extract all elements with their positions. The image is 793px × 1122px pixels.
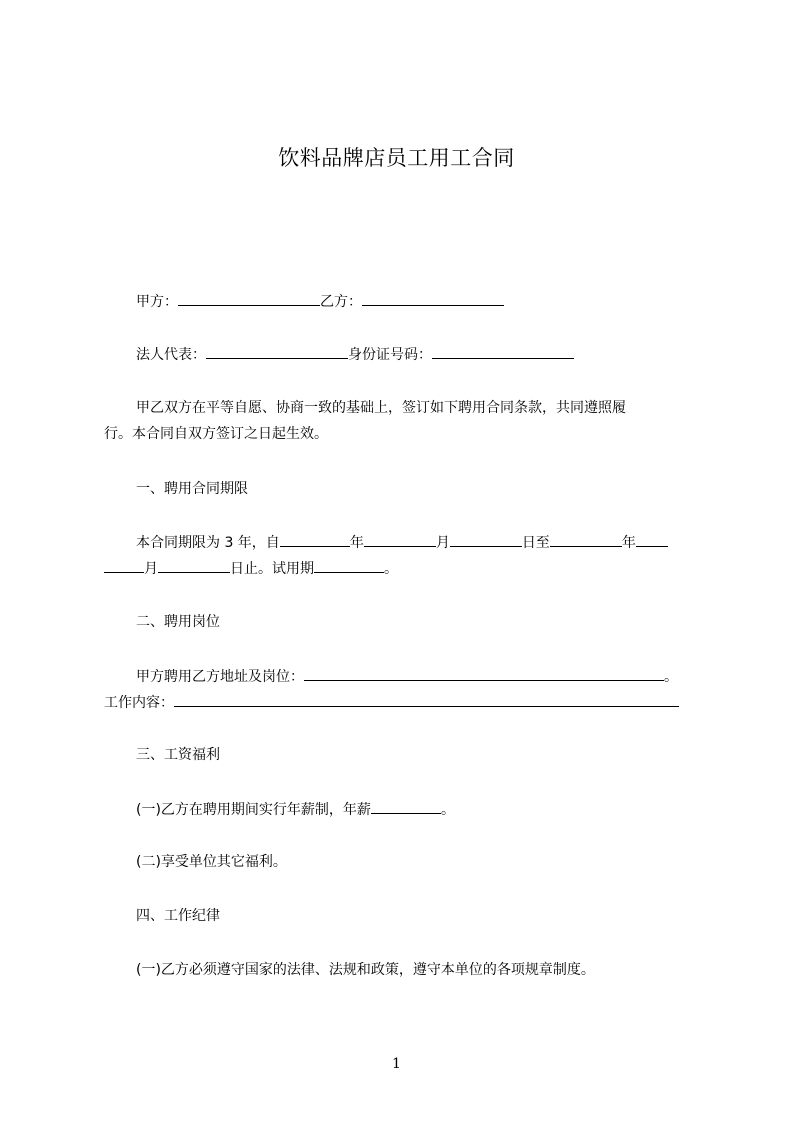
party-b-label: 乙方：	[320, 294, 362, 310]
position-blank[interactable]	[304, 668, 664, 681]
end-day-blank[interactable]	[158, 560, 230, 573]
position-label: 甲方聘用乙方地址及岗位：	[136, 669, 304, 685]
position-line	[136, 668, 736, 685]
job-content-line	[104, 694, 704, 711]
legal-rep-blank[interactable]	[206, 346, 348, 359]
section-1-heading: 一、聘用合同期限	[136, 481, 248, 497]
start-month-blank[interactable]	[364, 534, 436, 547]
salary-text: (一)乙方在聘用期间实行年薪制，年薪	[136, 802, 371, 818]
end-month-blank-cont[interactable]	[104, 560, 144, 573]
intro-line-1: 甲乙双方在平等自愿、协商一致的基础上，签订如下聘用合同条款，共同遵照履	[136, 400, 626, 416]
job-content-blank[interactable]	[174, 694, 679, 707]
page-number: 1	[392, 1056, 401, 1072]
term-prefix: 本合同期限为 3 年，自	[136, 535, 280, 551]
job-content-label: 工作内容：	[104, 695, 174, 711]
probation-blank[interactable]	[314, 560, 384, 573]
party-a-blank[interactable]	[178, 293, 320, 306]
start-day-blank[interactable]	[450, 534, 522, 547]
intro-line-2: 行。本合同自双方签订之日起生效。	[104, 426, 328, 442]
id-number-blank[interactable]	[432, 346, 574, 359]
salary-blank[interactable]	[371, 801, 441, 814]
year-label: 年	[349, 535, 364, 551]
discipline-line: (一)乙方必须遵守国家的法律、法规和政策，遵守本单位的各项规章制度。	[136, 962, 595, 978]
month-label-2: 月	[144, 561, 158, 577]
document-title: 饮料品牌店员工用工合同	[278, 146, 515, 170]
id-number-label: 身份证号码：	[348, 347, 432, 363]
section-4-heading: 四、工作纪律	[136, 908, 220, 924]
start-year-blank[interactable]	[280, 534, 350, 547]
party-b-blank[interactable]	[362, 293, 504, 306]
party-a-label: 甲方：	[136, 294, 178, 310]
day-end-label: 日止。试用期	[230, 561, 314, 577]
month-label: 月	[435, 535, 450, 551]
end-year-blank[interactable]	[550, 534, 622, 547]
salary-line	[136, 801, 736, 818]
parties-line	[136, 293, 736, 310]
benefits-line: (二)享受单位其它福利。	[136, 854, 287, 870]
section-2-heading: 二、聘用岗位	[136, 614, 220, 630]
year-label-2: 年	[621, 535, 636, 551]
section-3-heading: 三、工资福利	[136, 747, 220, 763]
day-to-label: 日至	[521, 535, 550, 551]
period-mark-2: 。	[664, 669, 678, 685]
end-month-blank-start[interactable]	[636, 534, 668, 547]
legal-rep-label: 法人代表：	[136, 347, 206, 363]
period-mark: 。	[384, 561, 398, 577]
legal-rep-line	[136, 346, 736, 363]
period-mark-3: 。	[440, 802, 455, 818]
term-line-2	[104, 560, 704, 577]
term-line-1	[136, 534, 736, 551]
